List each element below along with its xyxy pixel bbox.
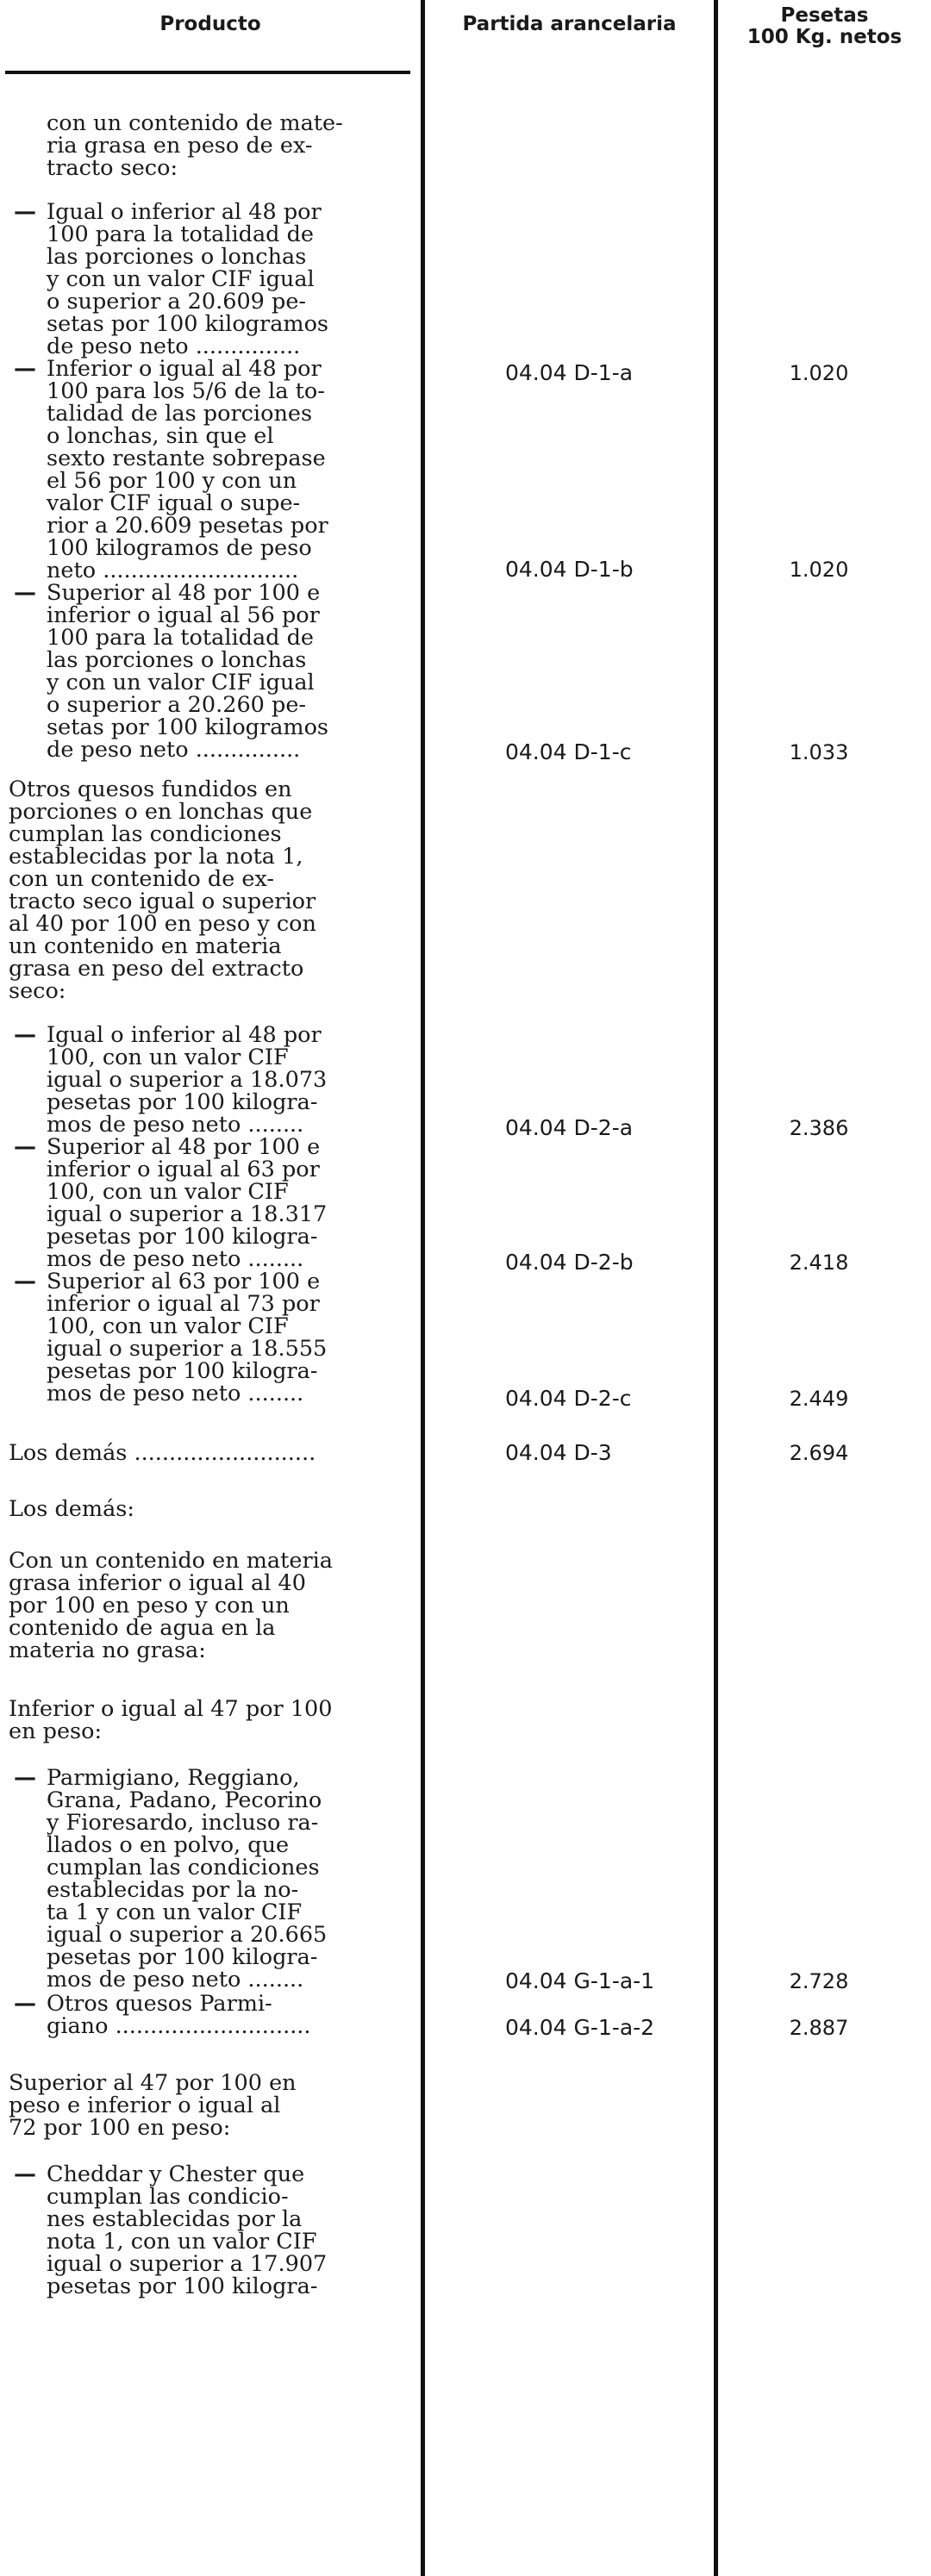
price-value: 2.418: [789, 1251, 849, 1275]
dash-marker: —: [14, 1765, 36, 1791]
header-partida-arancelaria: Partida arancelaria: [462, 13, 677, 35]
tariff-code: 04.04 D-1-b: [505, 557, 634, 582]
tariff-code: 04.04 D-1-a: [505, 360, 634, 385]
price-value: 2.449: [789, 1387, 849, 1411]
item-text: Cheddar y Chester que cumplan las condicio- nes establecidas por la nota 1, con un valor CIF igual o superior a 17.907 pesetas por 100 kilogra-: [47, 2161, 328, 2299]
price-value: 1.020: [789, 361, 849, 385]
dash-marker: —: [14, 1134, 36, 1160]
intro-text-otros-quesos: Otros quesos fundidos en porciones o en lonchas que cumplan las condiciones establecidas por la nota 1, con un contenido de ex- tracto seco igual o superior al 40 por 100 en peso y con un contenido en materia grasa en peso del extracto seco:: [9, 777, 316, 1004]
los-demas-heading: Los demás:: [9, 1496, 134, 1522]
header-product: Producto: [159, 13, 261, 35]
header-underline: [5, 71, 410, 74]
price-value: 1.020: [789, 558, 849, 582]
tariff-code: 04.04 D-3: [505, 1440, 612, 1465]
intro-text-materia-grasa: Con un contenido en materia grasa inferior o igual al 40 por 100 en peso y con un contenido de agua en la materia no grasa:: [9, 1548, 333, 1663]
intro-text-inferior-47: Inferior o igual al 47 por 100 en peso:: [9, 1696, 333, 1744]
item-text: Inferior o igual al 48 por 100 para los 5/6 de la to- talidad de las porciones o lonchas, sin que el sexto restante sobrepase el 56 por 100 y con un valor CIF igual o supe- rior a 20.609 pesetas por 100 kilogramos de peso neto ............................: [47, 356, 328, 583]
tariff-code: 04.04 D-2-b: [505, 1250, 634, 1275]
item-text: Igual o inferior al 48 por 100, con un valor CIF igual o superior a 18.073 pesetas por 100 kilogra- mos de peso neto ........: [47, 1022, 328, 1138]
item-text: Superior al 48 por 100 e inferior o igual al 56 por 100 para la totalidad de las porciones o lonchas y con un valor CIF igual o superior a 20.260 pe- setas por 100 kilogramos de peso neto ...............: [47, 580, 329, 763]
intro-text-fat-content: con un contenido de mate- ria grasa en peso de ex- tracto seco:: [47, 110, 343, 181]
dash-marker: —: [14, 580, 36, 606]
item-text: Superior al 63 por 100 e inferior o igual al 73 por 100, con un valor CIF igual o superior a 18.555 pesetas por 100 kilogra- mos de peso neto ........: [47, 1269, 328, 1407]
price-value: 2.694: [789, 1441, 849, 1465]
dash-marker: —: [14, 1022, 36, 1048]
los-demas-row: Los demás ..........................: [9, 1440, 316, 1466]
price-value: 1.033: [789, 740, 849, 764]
item-text: Igual o inferior al 48 por 100 para la totalidad de las porciones o lonchas y con un valor CIF igual o superior a 20.609 pe- setas por 100 kilogramos de peso neto ...............: [47, 199, 329, 359]
dash-marker: —: [14, 356, 36, 382]
tariff-code: 04.04 G-1-a-1: [505, 1968, 655, 1993]
tariff-code: 04.04 D-2-a: [505, 1115, 634, 1140]
dash-marker: —: [14, 2161, 36, 2187]
dash-marker: —: [14, 1991, 36, 2017]
item-text: Superior al 48 por 100 e inferior o igual al 63 por 100, con un valor CIF igual o superior a 18.317 pesetas por 100 kilogra- mos de peso neto ........: [47, 1134, 328, 1272]
tariff-code: 04.04 D-2-c: [505, 1386, 632, 1411]
price-value: 2.728: [789, 1969, 849, 1993]
price-value: 2.887: [789, 2016, 849, 2040]
item-text: Parmigiano, Reggiano, Grana, Padano, Pecorino y Fioresardo, incluso ra- llados o en polvo, que cumplan las condiciones establecidas por la no- ta 1 y con un valor CIF igual o superior a 20.665 pesetas por 100 kilogra- mos de peso neto ........: [47, 1765, 328, 1993]
dash-marker: —: [14, 199, 36, 225]
dash-marker: —: [14, 1269, 36, 1294]
header-pesetas: Pesetas 100 Kg. netos: [747, 4, 903, 48]
price-value: 2.386: [789, 1116, 849, 1140]
column-rule-right: [714, 0, 718, 2576]
item-text: Otros quesos Parmi- giano ............................: [47, 1991, 311, 2039]
tariff-code: 04.04 G-1-a-2: [505, 2015, 655, 2040]
intro-text-superior-47: Superior al 47 por 100 en peso e inferior o igual al 72 por 100 en peso:: [9, 2070, 297, 2141]
tariff-code: 04.04 D-1-c: [505, 739, 632, 764]
column-rule-left: [421, 0, 425, 2576]
